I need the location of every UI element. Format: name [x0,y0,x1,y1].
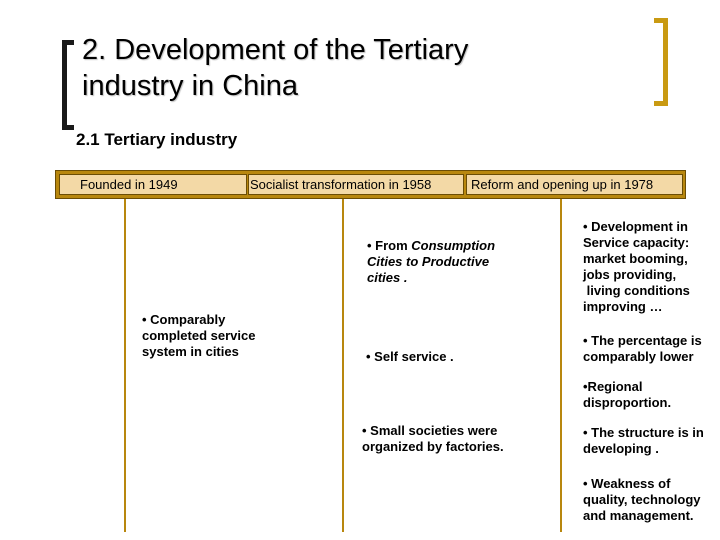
text-line: cities . [367,270,408,285]
point-regional [583,379,718,411]
text-line: • The structure is in [583,425,704,440]
point-weakness [583,476,718,524]
point-percentage [583,333,718,365]
text-line: quality, technology [583,492,701,507]
text-line: • Comparably [142,312,226,327]
point-structure [583,425,718,457]
point-self-service: • Self service . [366,349,454,364]
point-completed-service [142,312,282,360]
period-1949: Founded in 1949 [59,174,247,195]
text-fragment: Consumption [411,238,496,253]
title-bracket-left [62,40,74,130]
text-line: and management. [583,508,694,523]
text-line: jobs providing, [583,267,677,282]
text-line: living conditions [583,283,690,298]
point-development [583,219,718,315]
text-line: disproportion. [583,395,672,410]
point-small-societies [362,423,542,455]
title-line-2: industry in China [82,70,298,102]
text-line: • The percentage is [583,333,702,348]
text-line: completed service [142,328,256,343]
title-bracket-right [654,18,668,106]
section-subtitle: 2.1 Tertiary industry [76,130,238,149]
text-line: organized by factories. [362,439,504,454]
text-line: Cities to Productive [367,254,490,269]
timeline-line-1949 [124,199,126,532]
text-line: • Weakness of [583,476,671,491]
period-1978: Reform and opening up in 1978 [466,174,683,195]
text-line: Service capacity: [583,235,690,250]
text-line: system in cities [142,344,239,359]
text-line: market booming, [583,251,688,266]
title-line-1: 2. Development of the Tertiary [82,34,469,66]
point-consumption-to-productive [367,238,527,286]
text-line [367,238,527,254]
period-1958: Socialist transformation in 1958 [248,174,464,195]
text-fragment: • From [367,238,412,253]
slide-title [82,32,642,104]
text-line: •Regional [583,379,643,394]
text-line: • Development in [583,219,688,234]
text-line: improving … [583,299,663,314]
text-line: comparably lower [583,349,694,364]
timeline-line-1958 [342,199,344,532]
text-line: • Small societies were [362,423,498,438]
text-line: developing . [583,441,659,456]
timeline-line-1978 [560,199,562,532]
